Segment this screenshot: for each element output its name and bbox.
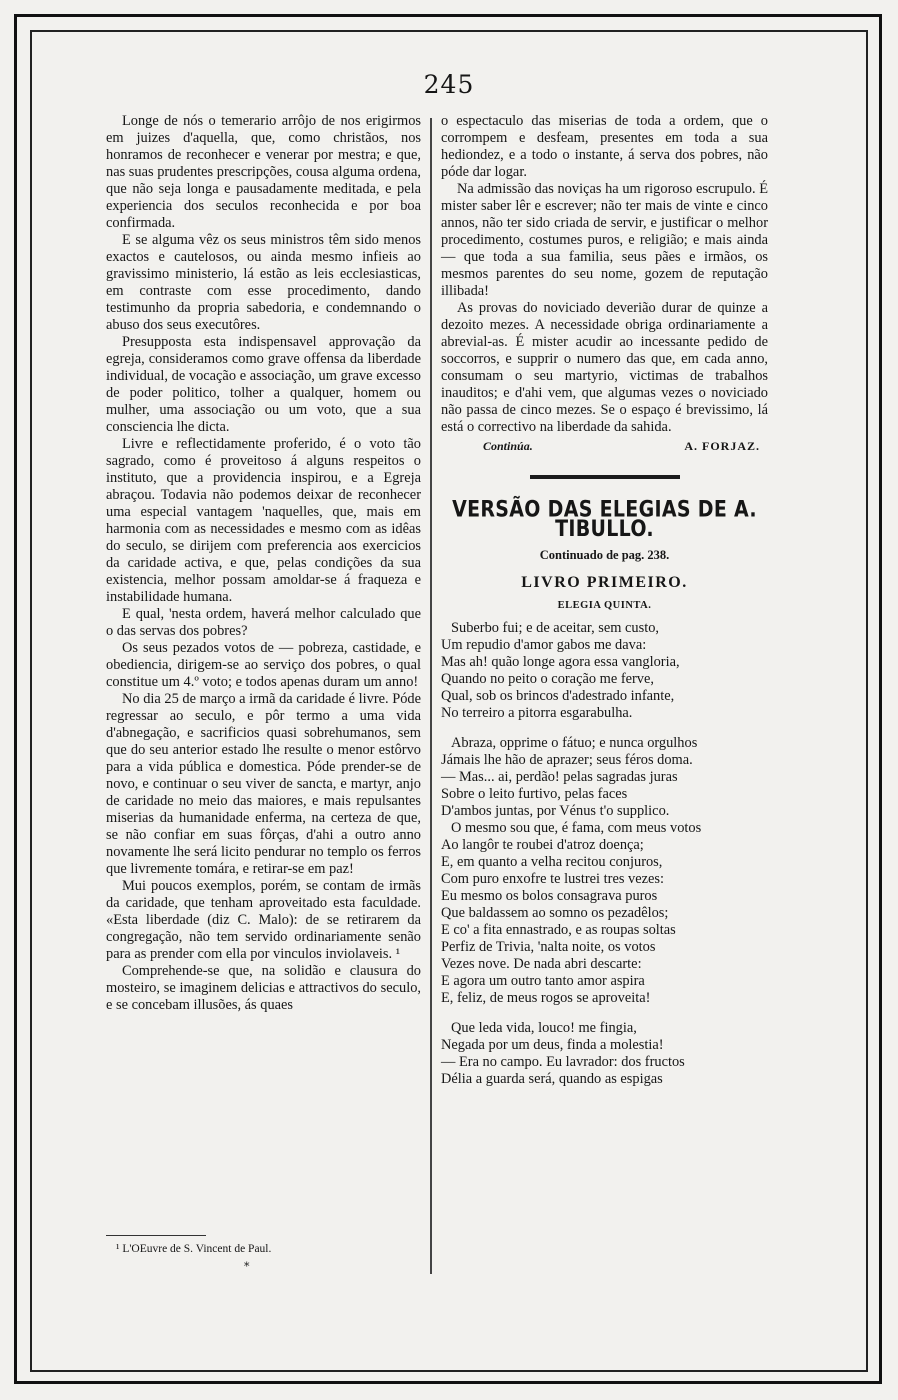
verse-line: D'ambos juntas, por Vénus t'o supplico. <box>441 803 670 819</box>
verse-line: E agora um outro tanto amor aspira <box>441 973 645 989</box>
poem-stanza <box>441 735 768 1007</box>
section-title: VERSÃO DAS ELEGIAS DE A. TIBULLO. <box>452 497 757 542</box>
verse-line: No terreiro a pitorra esgarabulha. <box>441 705 633 721</box>
verse-line: Eu mesmo os bolos consagrava puros <box>441 888 658 904</box>
column-separator <box>430 118 432 1274</box>
verse-line: Vezes nove. De nada abri descarte: <box>441 956 642 972</box>
right-column <box>441 113 768 1088</box>
poem <box>441 620 768 1088</box>
verse-line: Negada por um deus, finda a molestia! <box>441 1037 664 1053</box>
article-signature <box>441 438 768 455</box>
paragraph: Mui poucos exemplos, porém, se contam de irmãs da caridade, que tenham aproveitado esta faculdade. «Esta liberdade (diz C. Malo): de se retirarem da congregação, não tem servido ordinariamente senão para as prender com ella por vinculos inviolaveis. ¹ <box>106 878 421 962</box>
paragraph: No dia 25 de março a irmã da caridade é livre. Póde regressar ao seculo, e pôr termo a uma vida d'abnegação, e sacrificios quasi sobrehumanos, sem que do seu anterior estado lhe resulte o menor estôrvo para a vida pública e domestica. Póde prender-se de novo, e continuar o seu viver de sancta, e martyr, anjo de caridade no meio das maiores, e mais repulsantes miserias da humanidade enferma, na certeza de que, se não confiar em suas fôrças, d'ahi a outro anno novamente lhe será licito pendurar no templo os ferros que livremente tomára, e retirar-se em paz! <box>106 691 421 877</box>
verse-line: Mas ah! quão longe agora essa vangloria, <box>441 654 680 670</box>
paragraph: E qual, 'nesta ordem, haverá melhor calculado que o das servas dos pobres? <box>106 606 421 639</box>
verse-line: — Mas... ai, perdão! pelas sagradas juras <box>441 769 678 785</box>
section-rule <box>530 475 680 479</box>
continued-from: Continuado de pag. 238. <box>539 548 670 562</box>
verse-line: Ao langôr te roubei d'atroz doença; <box>441 837 644 853</box>
footnote-mark: * <box>244 1260 250 1273</box>
verse-line: E, feliz, de meus rogos se aproveita! <box>441 990 651 1006</box>
continua-label: Continúa. <box>483 439 533 453</box>
author-name: A. FORJAZ. <box>684 439 760 453</box>
verse-line: Sobre o leito furtivo, pelas faces <box>441 786 628 802</box>
verse-line: Suberbo fui; e de aceitar, sem custo, <box>451 620 660 636</box>
paragraph: Na admissão das noviças ha um rigoroso escrupulo. É mister saber lêr e escrever; não ter mais de vinte e cinco annos, não ter sido criada de servir, e justificar o melhor procedimento, costumes puros, e religião; e mais ainda — que toda a sua familia, seus pães e irmãos, os mesmos parentes do seu nome, gozem de reputação illibada! <box>441 181 768 299</box>
poem-stanza <box>441 1020 768 1088</box>
paragraph: As provas do noviciado deverião durar de quinze a dezoito mezes. A necessidade obriga ordinariamente a abrevial-as. É mister acudir ao incessante pedido de soccorros, e supprir o numero das que, em cada anno, consumam o seu martyrio, victimas de trabalhos inauditos; e d'ahi vem, que algumas vezes o noviciado não passa de cinco mezes. Se o espaço é brevissimo, lá está o correctivo na liberdade da sahida. <box>441 300 768 435</box>
paragraph: o espectaculo das miserias de toda a ordem, que o corrompem e desfeam, presentes em toda a sua hediondez, e a todo o instante, á serva dos pobres, não póde dar logar. <box>441 113 768 180</box>
elegy-heading: ELEGIA QUINTA. <box>557 600 652 611</box>
verse-line: — Era no campo. Eu lavrador: dos fructos <box>441 1054 685 1070</box>
left-column <box>106 113 421 1014</box>
paragraph: Os seus pezados votos de — pobreza, castidade, e obediencia, dirigem-se ao serviço dos pobres, o qual constitue um 4.º voto; e todos apenas duram um anno! <box>106 640 421 690</box>
page-number: 245 <box>423 70 475 99</box>
verse-line: Que baldassem ao somno os pezadêlos; <box>441 905 669 921</box>
verse-line: Que leda vida, louco! me fingia, <box>451 1020 637 1036</box>
verse-line: Perfiz de Trivia, 'nalta noite, os votos <box>441 939 656 955</box>
footnote: ¹ L'OEuvre de S. Vincent de Paul. <box>116 1243 272 1255</box>
verse-line: E, em quanto a velha recitou conjuros, <box>441 854 663 870</box>
paragraph: Presupposta esta indispensavel approvação da egreja, consideramos como grave offensa da liberdade individual, de vocação e associação, um grave excesso de poder politico, tolher a qualquer, homem ou mulher, uma associação ou um voto, que a sua consciencia lhe dicta. <box>106 334 421 435</box>
verse-line: Um repudio d'amor gabos me dava: <box>441 637 647 653</box>
poem-stanza <box>441 620 768 722</box>
paragraph: Livre e reflectidamente proferido, é o voto tão sagrado, como é proveitoso á alguns respeitos o instituto, que a providencia inspirou, e a Egreja abraçou. Todavia não podemos deixar de reconhecer uma especial vantagem 'naquelles, que, mais em harmonia com as necessidades e mesmo com as idêas do seculo, se dirijem com preferencia aos exercicios da caridade activa, e que, pelas condições da sua existencia, melhor possam amoldar-se á fraqueza e instabilidade humana. <box>106 436 421 605</box>
verse-line: O mesmo sou que, é fama, com meus votos <box>451 820 702 836</box>
verse-line: Com puro enxofre te lustrei tres vezes: <box>441 871 664 887</box>
paragraph: Comprehende-se que, na solidão e clausura do mosteiro, se imaginem delicias e attractivos do seculo, e se concebam illusões, ás quaes <box>106 963 421 1013</box>
verse-line: Quando no peito o coração me ferve, <box>441 671 654 687</box>
paragraph: E se alguma vêz os seus ministros têm sido menos exactos e cautelosos, ou ainda mesmo infieis ao gravissimo ministerio, lá estão as leis ecclesiasticas, em contraste com esse procedimento, dando testimunho da propria sabedoria, e condemnando o abuso dos seus executôres. <box>106 232 421 333</box>
book-heading: LIVRO PRIMEIRO. <box>521 574 688 591</box>
verse-line: Jámais lhe hão de aprazer; seus féros doma. <box>441 752 693 768</box>
paragraph: Longe de nós o temerario arrôjo de nos erigirmos em juizes d'aquella, que, como christãos, nos honramos de reconhecer e venerar por mestra; e que, nas suas prudentes prescripções, cousa alguma ordena, que não seja longa e pausadamente meditada, e pela experiencia dos seculos reconhecida e por boa confirmada. <box>106 113 421 231</box>
footnote-rule <box>106 1235 206 1236</box>
verse-line: E co' a fita ennastrado, e as roupas soltas <box>441 922 676 938</box>
verse-line: Abraza, opprime o fátuo; e nunca orgulhos <box>451 735 698 751</box>
verse-line: Délia a guarda será, quando as espigas <box>441 1071 663 1087</box>
verse-line: Qual, sob os brincos d'adestrado infante, <box>441 688 675 704</box>
